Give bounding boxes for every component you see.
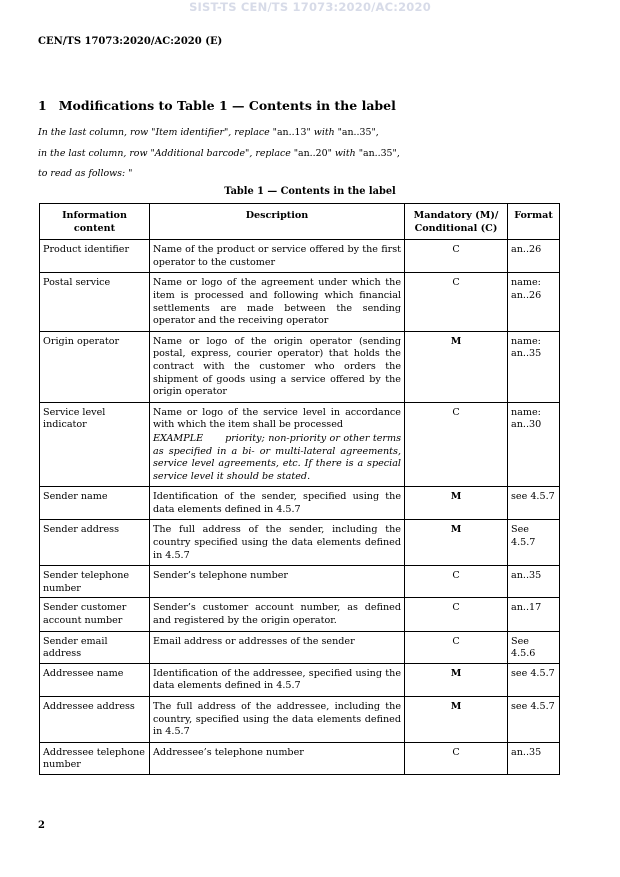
cell-information: Origin operator	[40, 331, 150, 402]
example-text: priority; non-priority or other terms as specified in a bi- or multi-lateral agreements, service level agreements, etc. If there is a special service level it should be stated.	[153, 432, 401, 482]
table-row	[40, 402, 560, 487]
instruction-text: with	[310, 127, 338, 138]
cell-mandatory: C	[405, 631, 508, 663]
cell-format: see 4.5.7	[508, 663, 560, 696]
table-row	[40, 487, 560, 520]
cell-mandatory: C	[405, 240, 508, 273]
table-row	[40, 566, 560, 598]
cell-mandatory: C	[405, 598, 508, 631]
cell-description	[150, 402, 405, 487]
description-text: Name or logo of the service level in accordance with which the item shall be processed	[153, 406, 401, 431]
cell-format: an..35	[508, 742, 560, 774]
column-header-format: Format	[508, 204, 560, 240]
column-header-mandatory-conditional: Mandatory (M)/ Conditional (C)	[405, 204, 508, 240]
instruction-new-value: "an..35",	[337, 127, 379, 138]
cell-format: an..35	[508, 566, 560, 598]
section-number: 1	[38, 98, 47, 113]
instruction-old-value: "an..13"	[272, 127, 311, 138]
instruction-line-3: to read as follows: "	[38, 168, 133, 179]
instruction-line-2	[38, 148, 400, 159]
cell-information: Sender telephone number	[40, 566, 150, 598]
cell-information: Addressee telephone number	[40, 742, 150, 774]
cell-description: Name or logo of the agreement under which the item is processed and following which financial settlements are made between the sending operator and the receiving operator	[150, 273, 405, 331]
cell-description: Sender’s customer account number, as defined and registered by the origin operator.	[150, 598, 405, 631]
cell-description: Addressee’s telephone number	[150, 742, 405, 774]
cell-information: Sender customer account number	[40, 598, 150, 631]
cell-format: name: an..35	[508, 331, 560, 402]
cell-description: Name of the product or service offered by the first operator to the customer	[150, 240, 405, 273]
instruction-text: with	[331, 148, 359, 159]
table-row	[40, 331, 560, 402]
cell-description: Identification of the addressee, specified using the data elements defined in 4.5.7	[150, 663, 405, 696]
cell-information: Addressee address	[40, 697, 150, 743]
cell-description: The full address of the addressee, including the country, specified using the data elements defined in 4.5.7	[150, 697, 405, 743]
cell-mandatory: M	[405, 663, 508, 696]
column-header-information-content: Information content	[40, 204, 150, 240]
table-row	[40, 520, 560, 566]
cell-information: Service level indicator	[40, 402, 150, 487]
section-title: Modifications to Table 1 — Contents in the label	[58, 98, 396, 113]
document-id: CEN/TS 17073:2020/AC:2020 (E)	[38, 36, 223, 47]
table-header-row	[40, 204, 560, 240]
instruction-text: In the last column, row "Item identifier", replace	[38, 127, 273, 138]
table-row	[40, 240, 560, 273]
page-number: 2	[38, 820, 45, 831]
cell-information: Sender name	[40, 487, 150, 520]
cell-format: See 4.5.6	[508, 631, 560, 663]
cell-information: Addressee name	[40, 663, 150, 696]
instruction-old-value: "an..20"	[293, 148, 332, 159]
cell-mandatory: C	[405, 742, 508, 774]
cell-format: see 4.5.7	[508, 697, 560, 743]
instruction-text: in the last column, row "Additional barcode", replace	[38, 148, 294, 159]
example-label: EXAMPLE	[153, 432, 204, 444]
cell-mandatory: C	[405, 566, 508, 598]
cell-format: name: an..30	[508, 402, 560, 487]
cell-description: Name or logo of the origin operator (sending postal, express, courier operator) that holds the contract with the customer who orders the shipment of goods using a service offered by the origin operator	[150, 331, 405, 402]
watermark: SIST-TS CEN/TS 17073:2020/AC:2020	[189, 0, 431, 14]
cell-format: an..26	[508, 240, 560, 273]
cell-format: See 4.5.7	[508, 520, 560, 566]
cell-mandatory: C	[405, 402, 508, 487]
column-header-description: Description	[150, 204, 405, 240]
table-row	[40, 663, 560, 696]
cell-mandatory: M	[405, 487, 508, 520]
table-row	[40, 631, 560, 663]
cell-description: Sender’s telephone number	[150, 566, 405, 598]
cell-format: see 4.5.7	[508, 487, 560, 520]
cell-description: The full address of the sender, including the country specified using the data elements defined in 4.5.7	[150, 520, 405, 566]
cell-information: Product identifier	[40, 240, 150, 273]
cell-description: Email address or addresses of the sender	[150, 631, 405, 663]
cell-mandatory: C	[405, 273, 508, 331]
table-row	[40, 273, 560, 331]
table-title: Table 1 — Contents in the label	[224, 186, 396, 197]
cell-mandatory: M	[405, 520, 508, 566]
cell-mandatory: M	[405, 697, 508, 743]
cell-format: an..17	[508, 598, 560, 631]
table-row	[40, 697, 560, 743]
contents-table	[39, 203, 560, 775]
example-note	[153, 433, 401, 483]
instruction-line-1	[38, 127, 379, 138]
cell-mandatory: M	[405, 331, 508, 402]
cell-information: Postal service	[40, 273, 150, 331]
cell-format: name: an..26	[508, 273, 560, 331]
cell-information: Sender address	[40, 520, 150, 566]
cell-description: Identification of the sender, specified using the data elements defined in 4.5.7	[150, 487, 405, 520]
cell-information: Sender email address	[40, 631, 150, 663]
instruction-new-value: "an..35",	[358, 148, 400, 159]
table-row	[40, 742, 560, 774]
table-row	[40, 598, 560, 631]
section-heading	[38, 98, 396, 113]
